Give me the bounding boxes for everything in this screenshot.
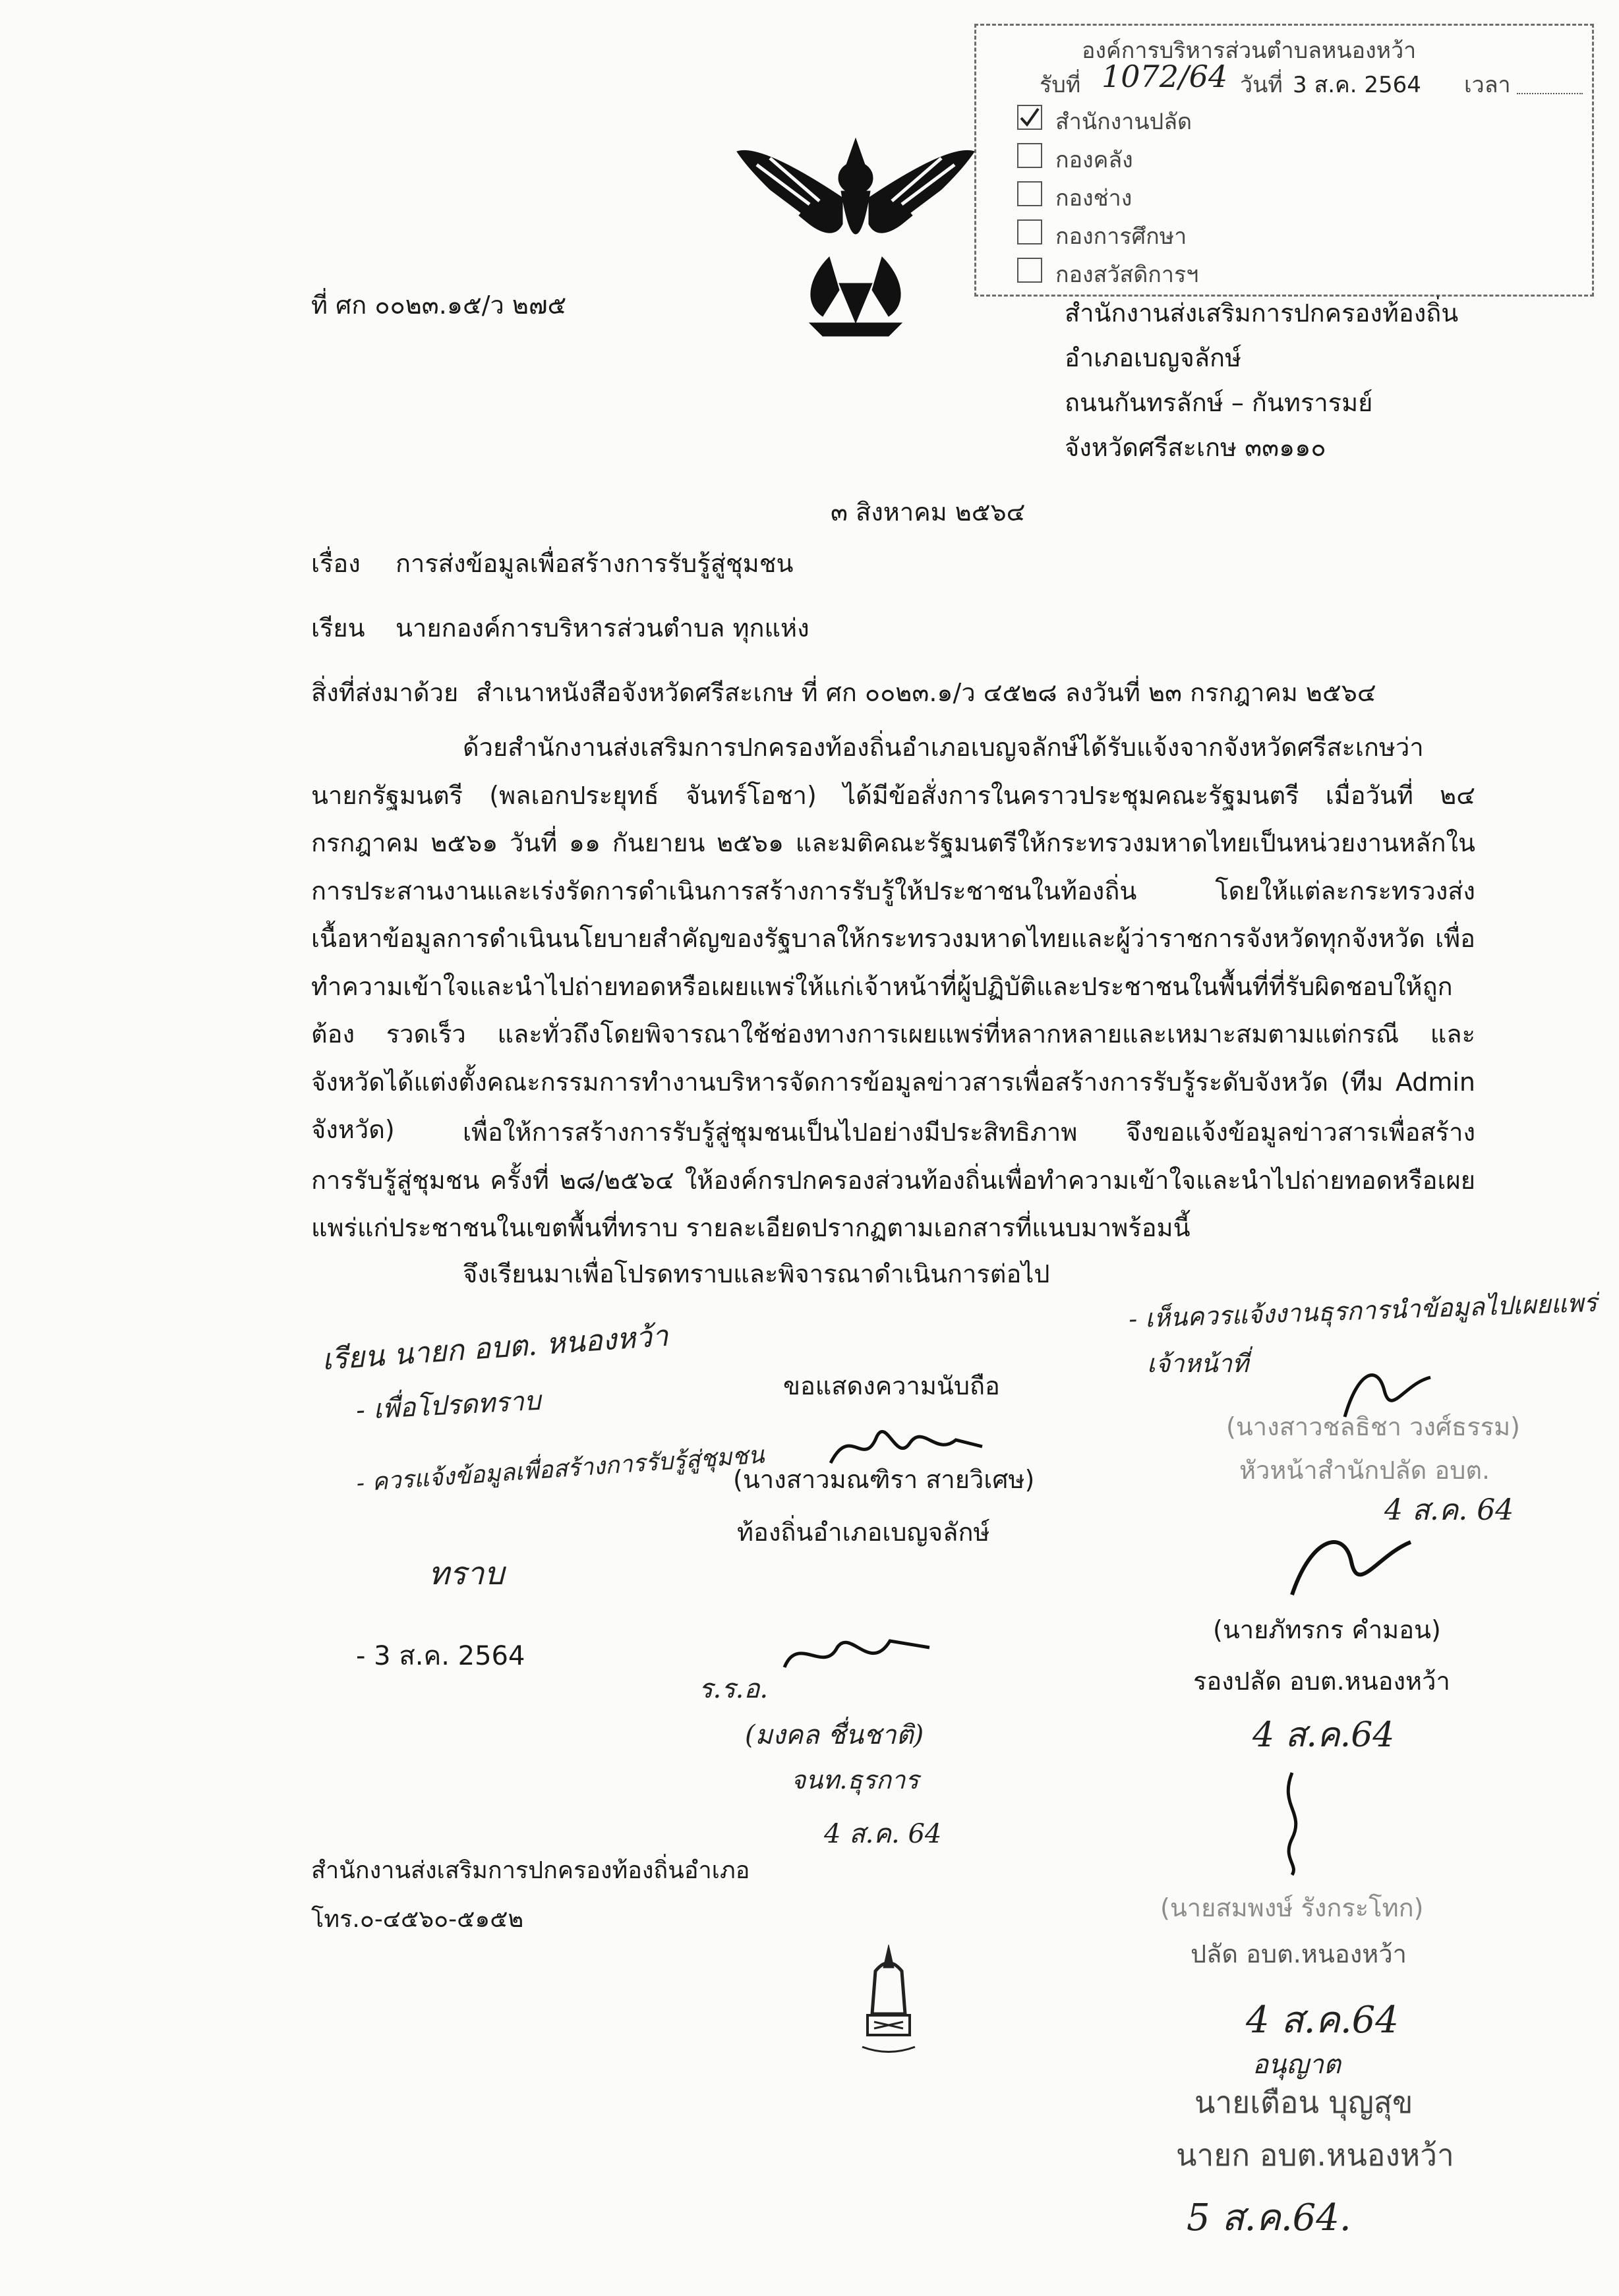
right-sig1-name: (นางสาวชลธิชา วงศ์ธรรม) [1226,1412,1520,1441]
footer-office: สำนักงานส่งเสริมการปกครองท้องถิ่นอำเภอ [311,1857,750,1884]
left-note-line-4: ทราบ [428,1555,504,1592]
check-mark-icon [1018,106,1041,129]
right-sig2-title: รองปลัด อบต.หนองหว้า [1193,1667,1450,1696]
subject-text: การส่งข้อมูลเพื่อสร้างการรับรู้สู่ชุมชน [396,549,794,578]
stamp-date-label: วันที่ [1240,72,1283,98]
right-sig2-name: (นายภัทรกร คำมอน) [1213,1615,1441,1644]
left-note-line-1: เรียน นายก อบต. หนองหว้า [320,1319,670,1377]
checkbox-label-engineering: กองช่าง [1055,185,1133,212]
garuda-emblem-icon [730,125,981,343]
closing-request: จึงเรียนมาเพื่อโปรดทราบและพิจารณาดำเนินการต่อไป [463,1259,1050,1288]
right-sig3-name: (นายสมพงษ์ รังกระโทก) [1160,1893,1424,1922]
sender-address-line-2: อำเภอเบญจลักษ์ [1065,343,1242,372]
checkbox-office-checked [1017,105,1042,130]
stamp-receipt-label: รับที่ [1040,72,1081,98]
stamp-receipt-no: 1072/64 [1102,59,1228,94]
middle-note-line-3: จนท.ธุรการ [791,1765,919,1794]
sender-address-line-1: สำนักงานส่งเสริมการปกครองท้องถิ่น [1065,299,1459,328]
right-sig1-title: หัวหน้าสำนักปลัด อบต. [1239,1456,1490,1485]
right-sig3-date: 4 ส.ค.64 [1246,1999,1399,2042]
checkbox-welfare [1017,258,1042,283]
reference-number: ที่ ศก ๐๐๒๓.๑๕/ว ๒๗๕ [311,291,567,320]
department-seal-icon [856,1941,922,2057]
right-note-line-1: - เห็นควรแจ้งงานธุรการนำข้อมูลไปเผยแพร่ [1128,1288,1598,1334]
sender-address-line-4: จังหวัดศรีสะเกษ ๓๓๑๑๐ [1065,433,1326,462]
middle-note-line-1: ร.ร.อ. [699,1674,769,1704]
left-note-date: - 3 ส.ค. 2564 [356,1641,525,1671]
left-note-line-3: - ควรแจ้งข้อมูลเพื่อสร้างการรับรู้สู่ชุมชน [355,1441,765,1497]
approval-word: อนุญาต [1252,2050,1341,2080]
middle-signature-icon [778,1628,936,1680]
stamp-date: 3 ส.ค. 2564 [1293,72,1421,98]
checkbox-education [1017,219,1042,244]
right-sig1-date: 4 ส.ค. 64 [1384,1493,1514,1527]
salutation: ขอแสดงความนับถือ [783,1371,1000,1400]
sender-address-line-3: ถนนกันทรลักษ์ – กันทรารมย์ [1065,388,1373,417]
stamp-org: องค์การบริหารส่วนตำบลหนองหว้า [1082,38,1417,64]
final-signer-date: 5 ส.ค.64. [1187,2196,1351,2239]
receipt-stamp [974,24,1594,297]
checkbox-label-welfare: กองสวัสดิการฯ [1055,262,1199,288]
right-sig3-title: ปลัด อบต.หนองหว้า [1191,1939,1407,1968]
stamp-time-label: เวลา [1464,72,1511,98]
final-signer-name: นายเตือน บุญสุข [1194,2084,1413,2120]
right-signature-3-icon [1266,1766,1318,1878]
checkbox-label-office: สำนักงานปลัด [1055,109,1192,135]
final-signer-title: นายก อบต.หนองหว้า [1176,2137,1454,2173]
checkbox-engineering [1017,181,1042,206]
body-paragraph-1: ด้วยสำนักงานส่งเสริมการปกครองท้องถิ่นอำเภอเบญจลักษ์ได้รับแจ้งจากจังหวัดศรีสะเกษว่า นายกรัฐมนตรี (พลเอกประยุทธ์ จันทร์โอชา) ได้มีข้อสั่งการในคราวประชุมคณะรัฐมนตรี เมื่อวันที่ ๒๔ กรกฎาคม ๒๕๖๑ วันที่ ๑๑ กันยายน ๒๕๖๑ และมติคณะรัฐมนตรีให้กระทรวงมหาดไทยเป็นหน่วยงานหลักในการประสานงานและเร่งรัดการดำเนินการสร้างการรับรู้ให้ประชาชนในท้องถิ่น โดยให้แต่ละกระทรวงส่งเนื้อหาข้อมูลการดำเนินนโยบายสำคัญของรัฐบาลให้กระทรวงมหาดไทยและผู้ว่าราชการจังหวัดทุกจังหวัด เพื่อทำความเข้าใจและนำไปถ่ายทอดหรือเผยแพร่ให้แก่เจ้าหน้าที่ผู้ปฏิบัติและประชาชนในพื้นที่ที่รับผิดชอบให้ถูกต้อง รวดเร็ว และทั่วถึงโดยพิจารณาใช้ช่องทางการเผยแพร่ที่หลากหลายและเหมาะสมตามแต่กรณี และจังหวัดได้แต่งตั้งคณะกรรมการทำงานบริหารจัดการข้อมูลข่าวสารเพื่อสร้างการรับรู้ระดับจังหวัด (ทีม Admin จังหวัด) [311,733,1475,1144]
signer-title: ท้องถิ่นอำเภอเบญจลักษ์ [737,1518,990,1547]
attachment-label: สิ่งที่ส่งมาด้วย [311,678,459,707]
stamp-time-line [1517,93,1583,94]
body-paragraph-2: เพื่อให้การสร้างการรับรู้สู่ชุมชนเป็นไปอย่างมีประสิทธิภาพ จึงขอแจ้งข้อมูลข่าวสารเพื่อสร้างการรับรู้สู่ชุมชน ครั้งที่ ๒๘/๒๕๖๔ ให้องค์กรปกครองส่วนท้องถิ่นเพื่อทำความเข้าใจและนำไปถ่ายทอดหรือเผยแพร่แก่ประชาชนในเขตพื้นที่ทราบ รายละเอียดปรากฏตามเอกสารที่แนบมาพร้อมนี้ [311,1118,1475,1242]
attachment-text: สำเนาหนังสือจังหวัดศรีสะเกษ ที่ ศก ๐๐๒๓.๑/ว ๔๕๒๘ ลงวันที่ ๒๓ กรกฎาคม ๒๕๖๔ [476,678,1376,707]
letter-date: ๓ สิงหาคม ๒๕๖๔ [831,498,1026,527]
signer-name: (นางสาวมณฑิรา สายวิเศษ) [733,1465,1035,1494]
right-note-line-2: เจ้าหน้าที่ [1147,1349,1249,1378]
middle-note-line-2: (มงคล ชื่นชาติ) [745,1720,924,1750]
checkbox-label-finance: กองคลัง [1055,147,1133,173]
checkbox-label-education: กองการศึกษา [1055,223,1187,250]
right-signature-2-icon [1272,1516,1417,1608]
left-note-line-2: - เพื่อโปรดทราบ [355,1385,542,1426]
recipient-label: เรียน [311,614,365,643]
right-sig2-date: 4 ส.ค.64 [1252,1715,1395,1755]
checkbox-finance [1017,143,1042,168]
footer-phone: โทร.๐-๔๕๖๐-๕๑๕๒ [311,1906,524,1933]
subject-label: เรื่อง [311,549,361,578]
middle-note-line-4: 4 ส.ค. 64 [824,1819,942,1849]
recipient-text: นายกองค์การบริหารส่วนตำบล ทุกแห่ง [396,614,810,643]
